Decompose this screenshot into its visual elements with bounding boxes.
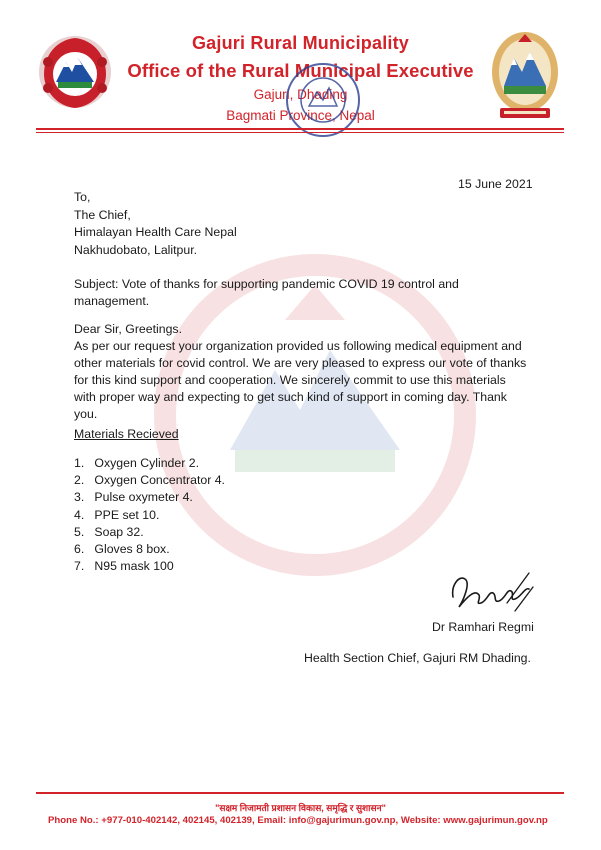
body-line: other materials for covid control. We are very pleased to express our vote of thanks xyxy=(74,356,527,370)
item-text: Gloves 8 box. xyxy=(94,541,170,556)
item-number: 5. xyxy=(74,524,85,539)
office-name: Office of the Rural Municipal Executive xyxy=(127,60,474,81)
item-text: Oxygen Concentrator 4. xyxy=(94,473,225,488)
body-line: for this kind support and cooperation. We sincerely commit to use this materials xyxy=(74,373,506,387)
item-text: Oxygen Cylinder 2. xyxy=(94,456,199,470)
footer-contact: Phone No.: +977-010-402142, 402145, 402139, Email: info@gajurimun.gov.np, Website: www.gajurimun.gov.np xyxy=(48,815,548,826)
item-text: N95 mask 100 xyxy=(94,559,174,574)
list-item xyxy=(74,489,225,506)
item-number: 3. xyxy=(74,490,85,505)
salutation: Dear Sir, Greetings. xyxy=(74,322,182,336)
subject-line: Subject: Vote of thanks for supporting pandemic COVID 19 control and xyxy=(74,277,459,291)
header-rule-thin xyxy=(36,132,564,133)
materials-heading: Materials Recieved xyxy=(74,427,179,441)
list-item xyxy=(74,507,225,524)
signature-icon xyxy=(445,567,537,617)
item-number: 2. xyxy=(74,473,85,488)
item-number: 1. xyxy=(74,456,85,470)
item-number: 4. xyxy=(74,507,85,522)
header-rule xyxy=(36,128,564,130)
item-number: 7. xyxy=(74,559,85,574)
list-item xyxy=(74,472,225,489)
letter-date: 15 June 2021 xyxy=(458,177,533,191)
subject xyxy=(74,276,459,310)
item-text: PPE set 10. xyxy=(94,507,160,522)
signatory-name: Dr Ramhari Regmi xyxy=(432,620,534,634)
list-item xyxy=(74,558,225,575)
letter-body xyxy=(74,321,526,423)
list-item xyxy=(74,541,225,558)
body-line: you. xyxy=(74,407,98,421)
item-number: 6. xyxy=(74,541,85,556)
body-line: with proper way and expecting to get such kind of support in coming day. Thank xyxy=(74,390,507,404)
recipient-address xyxy=(74,189,237,259)
address-line: Nakhudobato, Lalitpur. xyxy=(74,242,198,257)
body-line: As per our request your organization provided us following medical equipment and xyxy=(74,339,522,353)
item-text: Soap 32. xyxy=(94,524,144,539)
list-item xyxy=(74,455,225,472)
list-item xyxy=(74,524,225,541)
footer-motto: "सक्षम निजामती प्रशासन विकास, समृद्धि र सुशासन" xyxy=(215,803,386,813)
office-place: Gajuri, Dhading xyxy=(253,87,348,102)
footer-rule xyxy=(36,792,564,794)
municipality-name: Gajuri Rural Municipality xyxy=(191,33,410,53)
materials-list xyxy=(74,455,225,575)
address-line: Himalayan Health Care Nepal xyxy=(74,225,237,239)
address-line: The Chief, xyxy=(74,207,131,222)
address-line: To, xyxy=(74,190,91,204)
subject-line: management. xyxy=(74,294,150,308)
item-text: Pulse oxymeter 4. xyxy=(94,490,193,505)
office-province: Bagmati Province, Nepal xyxy=(226,108,375,123)
signatory-title: Health Section Chief, Gajuri RM Dhading. xyxy=(304,651,531,665)
